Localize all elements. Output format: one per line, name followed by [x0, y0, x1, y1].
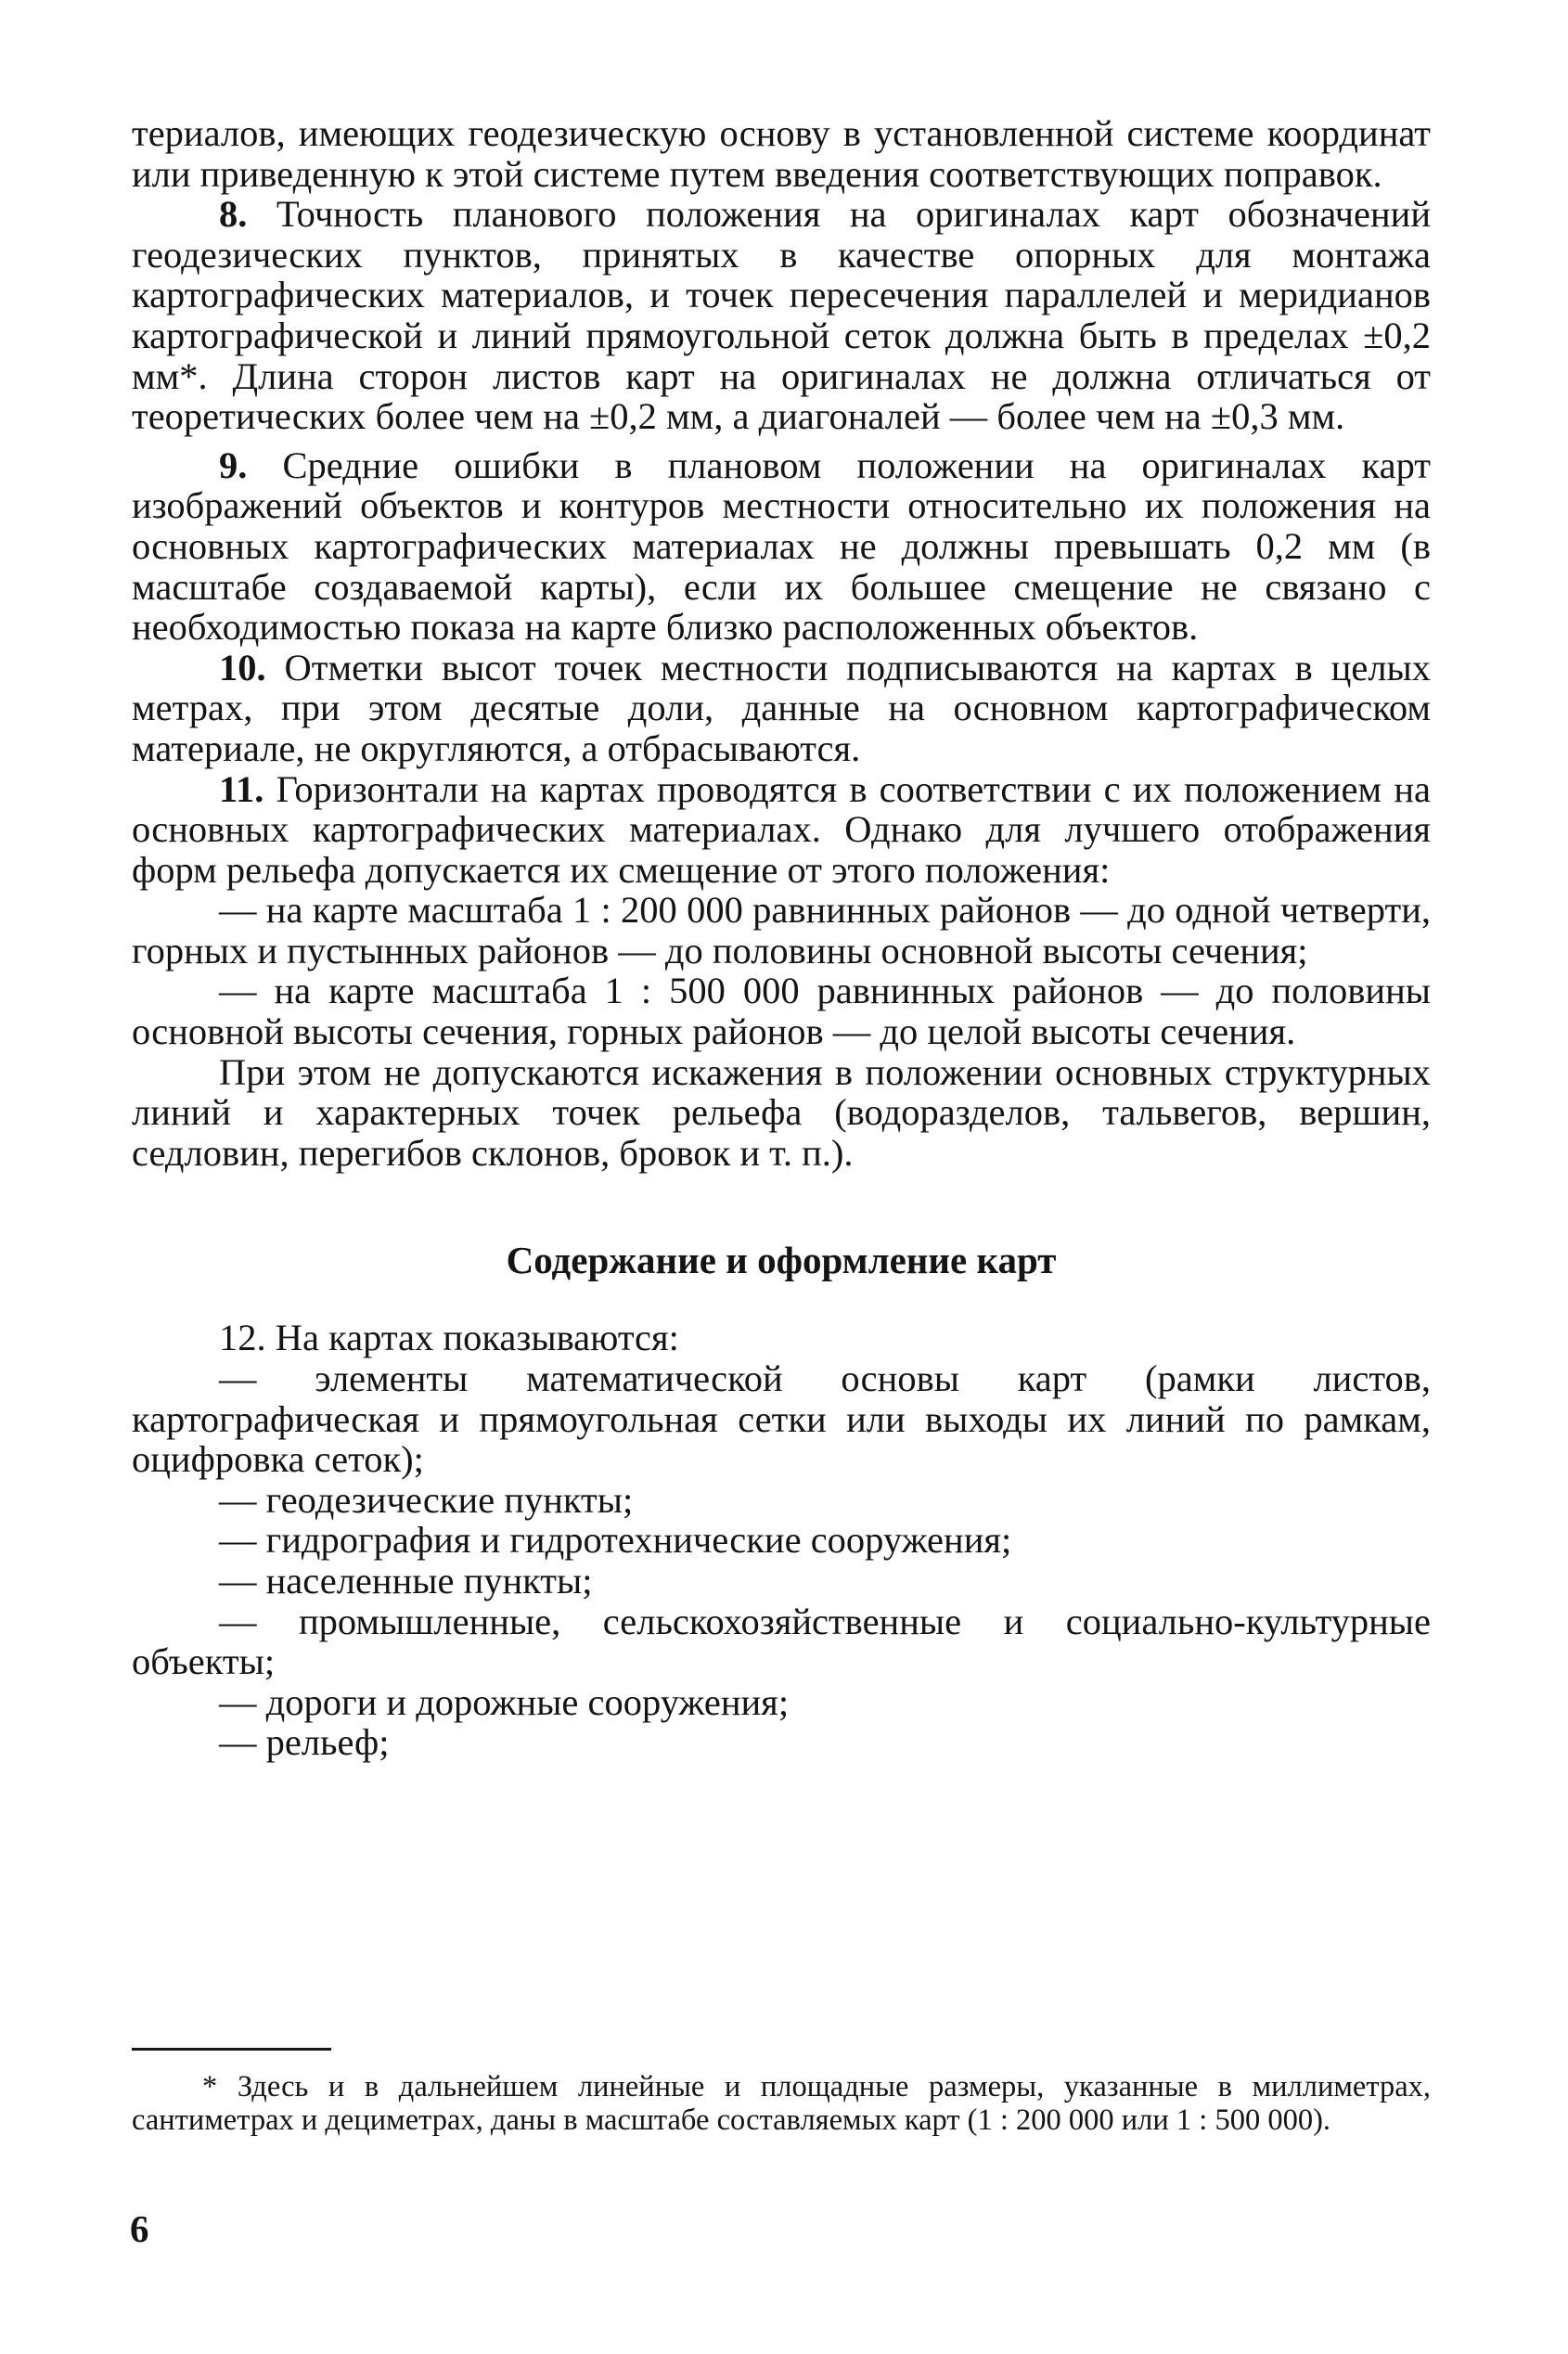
- list-item: [132, 890, 1431, 971]
- main-text: [132, 113, 1431, 1763]
- paragraph-number: 11.: [219, 767, 264, 810]
- list-item-text: — элементы математической основы карт (рамки листов, картографическая и прямоугольная сетки или выходы их линий по рамкам, оцифровка сеток);: [132, 1357, 1431, 1481]
- paragraph-continuation: [132, 113, 1431, 194]
- list-item-text: — гидрография и гидротехнические сооружения;: [219, 1519, 1012, 1562]
- paragraph-11: [132, 769, 1431, 891]
- page-number: 6: [130, 2207, 149, 2250]
- footnote-divider: [132, 2048, 331, 2051]
- paragraph-8: [132, 194, 1431, 437]
- list-item-text: — на карте масштаба 1 : 500 000 равнинных районов — до половины основной высоты сечения, горных районов — до целой высоты сечения.: [132, 970, 1431, 1053]
- paragraph-note: [132, 1052, 1431, 1174]
- paragraph-10: [132, 648, 1431, 769]
- paragraph-text: териалов, имеющих геодезическую основу в установленной системе координат или приведенную к этой системе путем введения соответствующих поправок.: [132, 112, 1431, 195]
- list-item-text: — рельеф;: [219, 1721, 390, 1764]
- paragraph-9: [132, 445, 1431, 648]
- paragraph-number: 9.: [219, 444, 248, 486]
- list-item-text: — на карте масштаба 1 : 200 000 равнинных районов — до одной четверти, горных и пустынных районов — до половины основной высоты сечения;: [132, 889, 1431, 971]
- paragraph-text: Отметки высот точек местности подписываются на картах в целых метрах, при этом десятые доли, данные на основном картографическом материале, не округляются, а отбрасываются.: [132, 646, 1431, 769]
- list-item: [132, 971, 1431, 1051]
- list-item: [132, 1480, 1431, 1521]
- list-item-text: — промышленные, сельскохозяйственные и социально-культурные объекты;: [132, 1600, 1431, 1683]
- paragraph-text: Точность планового положения на оригиналах карт обозначений геодезических пунктов, принятых в качестве опорных для монтажа картографических материалов, и точек пересечения параллелей и меридианов картографической и линий прямоугольной сеток должна быть в пределах ±0,2 мм*. Длина сторон листов карт на оригиналах не должна отличаться от теоретических более чем на ±0,2 мм, а диагоналей — более чем на ±0,3 мм.: [132, 193, 1431, 438]
- paragraph-number: 12.: [219, 1317, 266, 1359]
- list-item-text: — населенные пункты;: [219, 1560, 593, 1601]
- paragraph-text: Средние ошибки в плановом положении на оригиналах карт изображений объектов и контуров местности относительно их положения на основных картографических материалах не должны превышать 0,2 мм (в масштабе создаваемой карты), если их большее смещение не связано с необходимостью показа на карте близко расположенных объектов.: [132, 444, 1431, 649]
- paragraph-number: 10.: [219, 646, 266, 688]
- section-heading: Содержание и оформление карт: [506, 1239, 1057, 1282]
- list-item: [132, 1601, 1431, 1682]
- list-item: [132, 1561, 1431, 1601]
- list-item-text: — геодезические пункты;: [219, 1478, 634, 1521]
- list-item: [132, 1722, 1431, 1763]
- paragraph-text: Горизонтали на картах проводятся в соответствии с их положением на основных картографических материалах. Однако для лучшего отображения форм рельефа допускается их смещение от этого положения:: [132, 767, 1431, 891]
- paragraph-text: На картах показываются:: [265, 1317, 679, 1359]
- paragraph-number: 8.: [219, 193, 248, 236]
- list-item: [132, 1520, 1431, 1561]
- paragraph-12: [132, 1318, 1431, 1358]
- list-item: [132, 1682, 1431, 1723]
- footnote: * Здесь и в дальнейшем линейные и площадные размеры, указанные в миллиметрах, сантиметрах и дециметрах, даны в масштабе составляемых карт (1 : 200 000 или 1 : 500 000).: [132, 2070, 1431, 2137]
- list-item-text: — дороги и дорожные сооружения;: [219, 1680, 790, 1723]
- paragraph-text: При этом не допускаются искажения в положении основных структурных линий и характерных точек рельефа (водоразделов, тальвегов, вершин, седловин, перегибов склонов, бровок и т. п.).: [132, 1050, 1431, 1174]
- list-item: [132, 1358, 1431, 1480]
